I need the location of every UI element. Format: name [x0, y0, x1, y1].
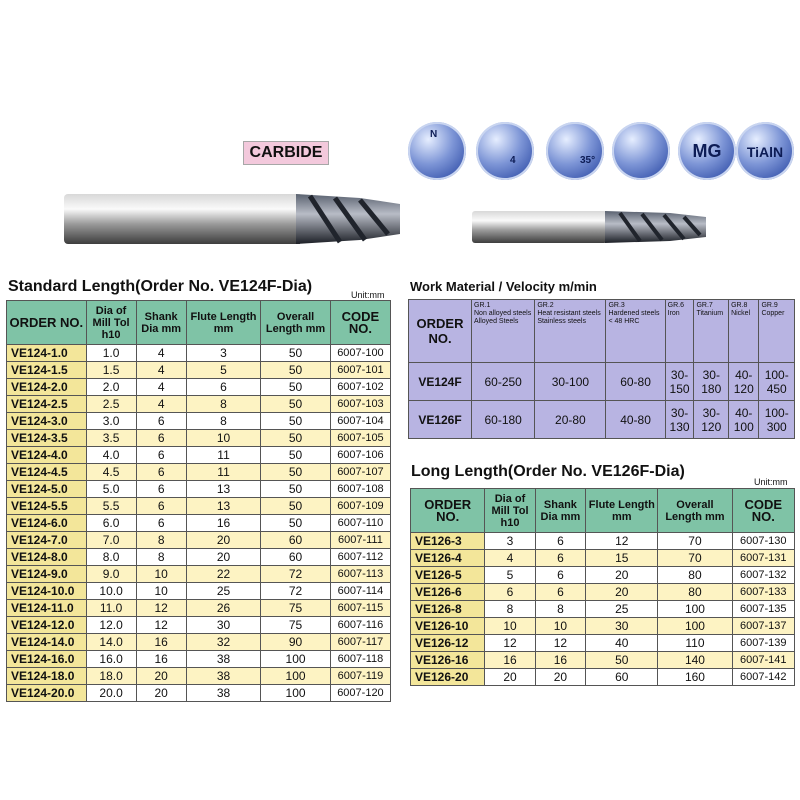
order-number-cell: VE124-4.0: [7, 447, 87, 464]
order-number-cell: VE124-3.5: [7, 430, 87, 447]
order-number-cell: VE124-1.0: [7, 345, 87, 362]
material-group-header: [535, 300, 606, 363]
table-cell: 20: [186, 532, 260, 549]
group-code: GR.9: [761, 302, 778, 309]
material-group-header: [665, 300, 694, 363]
order-number-cell: VE124-11.0: [7, 600, 87, 617]
table-cell: 20: [586, 567, 658, 584]
order-number-cell: VE124-12.0: [7, 617, 87, 634]
table-cell: 6: [136, 430, 186, 447]
table-cell: 6007-116: [330, 617, 390, 634]
table-cell: 10: [485, 618, 535, 635]
long-length-table: [410, 488, 795, 686]
group-description: Heat resistant steels Stainless steels: [537, 310, 601, 325]
table-row: [411, 635, 795, 652]
table-row: [7, 379, 391, 396]
table-cell: 7.0: [86, 532, 136, 549]
table-cell: 6007-105: [330, 430, 390, 447]
table-row: [7, 634, 391, 651]
table-cell: 6.0: [86, 515, 136, 532]
table-cell: 100: [261, 685, 331, 702]
table-cell: 38: [186, 668, 260, 685]
table-cell: 13: [186, 481, 260, 498]
material-group-header: [729, 300, 759, 363]
velocity-order-cell: VE124F: [409, 363, 472, 401]
feature-icons: [408, 122, 793, 182]
table-cell: 38: [186, 685, 260, 702]
table-cell: 6007-120: [330, 685, 390, 702]
tialn-icon: [736, 122, 794, 180]
icon-label: N: [430, 129, 438, 140]
table-cell: 50: [261, 515, 331, 532]
icon-label: 35°: [580, 155, 596, 166]
order-number-cell: VE126-12: [411, 635, 485, 652]
order-number-cell: VE124-3.0: [7, 413, 87, 430]
table-cell: 12.0: [86, 617, 136, 634]
four-flute-icon: [476, 122, 534, 180]
table-cell: 6: [136, 464, 186, 481]
table-cell: 12: [586, 533, 658, 550]
table-cell: 10: [186, 430, 260, 447]
group-code: GR.1: [474, 302, 491, 309]
order-number-cell: VE124-4.5: [7, 464, 87, 481]
table-cell: 60: [261, 532, 331, 549]
table-cell: 15: [586, 550, 658, 567]
table-cell: 11: [186, 464, 260, 481]
order-number-cell: VE124-7.0: [7, 532, 87, 549]
table-cell: 3.5: [86, 430, 136, 447]
group-description: Iron: [667, 310, 680, 317]
table-cell: 13: [186, 498, 260, 515]
table-row: [7, 498, 391, 515]
standard-unit-label: Unit:mm: [351, 290, 385, 300]
velocity-cell: 30-120: [694, 401, 729, 439]
table-cell: 6007-106: [330, 447, 390, 464]
table-cell: 6007-104: [330, 413, 390, 430]
standard-end-mill-image: [60, 188, 405, 250]
table-cell: 5.0: [86, 481, 136, 498]
table-cell: 22: [186, 566, 260, 583]
table-row: [7, 447, 391, 464]
column-header: ORDER NO.: [7, 301, 87, 345]
group-description: Hardened steels < 48 HRC: [608, 310, 660, 325]
velocity-order-header: ORDER NO.: [409, 300, 472, 363]
table-cell: 10: [535, 618, 586, 635]
table-cell: 6: [186, 379, 260, 396]
table-cell: 6: [535, 567, 586, 584]
order-number-cell: VE124-20.0: [7, 685, 87, 702]
order-number-cell: VE124-6.0: [7, 515, 87, 532]
table-cell: 4: [136, 396, 186, 413]
table-cell: 9.0: [86, 566, 136, 583]
table-cell: 6: [136, 515, 186, 532]
group-code: GR.8: [731, 302, 748, 309]
group-code: GR.7: [696, 302, 713, 309]
table-row: [411, 618, 795, 635]
table-cell: 80: [658, 584, 732, 601]
velocity-table: [408, 299, 795, 439]
group-description: Titanium: [696, 310, 724, 317]
table-cell: 70: [658, 533, 732, 550]
table-row: [7, 583, 391, 600]
table-row: [7, 464, 391, 481]
table-cell: 20: [586, 584, 658, 601]
order-number-cell: VE126-5: [411, 567, 485, 584]
column-header: Dia of Mill Tol h10: [86, 301, 136, 345]
table-cell: 4: [136, 379, 186, 396]
table-cell: 16: [186, 515, 260, 532]
velocity-cell: 30-130: [665, 401, 694, 439]
table-cell: 6007-137: [732, 618, 794, 635]
order-number-cell: VE124-9.0: [7, 566, 87, 583]
order-number-cell: VE124-2.5: [7, 396, 87, 413]
table-row: [7, 532, 391, 549]
table-cell: 8: [186, 396, 260, 413]
table-row: [411, 584, 795, 601]
table-row: [7, 481, 391, 498]
velocity-cell: 60-250: [472, 363, 535, 401]
table-cell: 1.0: [86, 345, 136, 362]
group-code: GR.3: [608, 302, 625, 309]
table-cell: 20: [136, 685, 186, 702]
table-cell: 16: [136, 651, 186, 668]
table-row: [411, 533, 795, 550]
order-number-cell: VE124-14.0: [7, 634, 87, 651]
material-group-header: [694, 300, 729, 363]
table-cell: 4: [136, 345, 186, 362]
table-cell: 10: [136, 583, 186, 600]
table-row: [411, 567, 795, 584]
column-header: CODE NO.: [330, 301, 390, 345]
table-row: [411, 669, 795, 686]
table-row: [411, 652, 795, 669]
table-cell: 6007-130: [732, 533, 794, 550]
table-cell: 16: [535, 652, 586, 669]
velocity-cell: 40-100: [729, 401, 759, 439]
helix-35-icon: [546, 122, 604, 180]
standard-length-title: Standard Length(Order No. VE124F-Dia): [8, 278, 313, 295]
velocity-title: Work Material / Velocity m/min: [410, 279, 597, 294]
table-cell: 12: [535, 635, 586, 652]
order-number-cell: VE126-6: [411, 584, 485, 601]
table-cell: 2.0: [86, 379, 136, 396]
table-cell: 50: [261, 481, 331, 498]
table-cell: 25: [586, 601, 658, 618]
table-cell: 12: [136, 617, 186, 634]
velocity-cell: 40-80: [606, 401, 665, 439]
table-cell: 20: [485, 669, 535, 686]
group-description: Nickel: [731, 310, 751, 317]
table-cell: 50: [261, 379, 331, 396]
long-length-title: Long Length(Order No. VE126F-Dia): [411, 463, 685, 480]
table-cell: 18.0: [86, 668, 136, 685]
table-cell: 14.0: [86, 634, 136, 651]
table-cell: 26: [186, 600, 260, 617]
column-header: Overall Length mm: [658, 489, 732, 533]
table-row: [7, 345, 391, 362]
table-cell: 160: [658, 669, 732, 686]
velocity-cell: 20-80: [535, 401, 606, 439]
carbide-badge: CARBIDE: [243, 141, 329, 165]
table-cell: 50: [586, 652, 658, 669]
table-cell: 38: [186, 651, 260, 668]
table-cell: 6: [136, 413, 186, 430]
material-group-header: [472, 300, 535, 363]
table-cell: 72: [261, 583, 331, 600]
table-cell: 16.0: [86, 651, 136, 668]
table-cell: 100: [658, 601, 732, 618]
table-cell: 6007-102: [330, 379, 390, 396]
long-end-mill-image: [470, 207, 710, 247]
table-cell: 50: [261, 396, 331, 413]
table-cell: 6: [535, 584, 586, 601]
table-cell: 12: [136, 600, 186, 617]
table-cell: 90: [261, 634, 331, 651]
mg-icon: [678, 122, 736, 180]
table-cell: 11.0: [86, 600, 136, 617]
table-cell: 50: [261, 345, 331, 362]
order-number-cell: VE126-20: [411, 669, 485, 686]
table-cell: 6007-133: [732, 584, 794, 601]
table-cell: 10: [136, 566, 186, 583]
table-row: [7, 651, 391, 668]
table-row: [411, 550, 795, 567]
table-cell: 6: [485, 584, 535, 601]
table-row: [7, 396, 391, 413]
table-cell: 6007-114: [330, 583, 390, 600]
velocity-order-cell: VE126F: [409, 401, 472, 439]
table-cell: 100: [261, 651, 331, 668]
table-cell: 6007-142: [732, 669, 794, 686]
table-row: [7, 600, 391, 617]
table-cell: 3: [186, 345, 260, 362]
table-cell: 2.5: [86, 396, 136, 413]
table-cell: 30: [586, 618, 658, 635]
group-code: GR.2: [537, 302, 554, 309]
table-cell: 50: [261, 447, 331, 464]
table-row: [7, 566, 391, 583]
table-cell: 50: [261, 498, 331, 515]
column-header: CODE NO.: [732, 489, 794, 533]
order-number-cell: VE124-1.5: [7, 362, 87, 379]
standard-length-table: [6, 300, 391, 702]
table-cell: 4.5: [86, 464, 136, 481]
table-cell: 6007-113: [330, 566, 390, 583]
order-number-cell: VE124-2.0: [7, 379, 87, 396]
table-cell: 100: [658, 618, 732, 635]
order-number-cell: VE124-18.0: [7, 668, 87, 685]
velocity-row: [409, 363, 795, 401]
table-cell: 6007-107: [330, 464, 390, 481]
table-cell: 110: [658, 635, 732, 652]
table-cell: 6007-141: [732, 652, 794, 669]
table-cell: 5.5: [86, 498, 136, 515]
table-cell: 6007-101: [330, 362, 390, 379]
table-cell: 100: [261, 668, 331, 685]
table-cell: 6007-111: [330, 532, 390, 549]
velocity-cell: 30-100: [535, 363, 606, 401]
table-cell: 6: [136, 498, 186, 515]
table-cell: 60: [261, 549, 331, 566]
table-cell: 50: [261, 430, 331, 447]
order-number-cell: VE124-5.0: [7, 481, 87, 498]
table-cell: 5: [485, 567, 535, 584]
table-cell: 6007-103: [330, 396, 390, 413]
column-header: Shank Dia mm: [136, 301, 186, 345]
table-row: [7, 617, 391, 634]
table-cell: 70: [658, 550, 732, 567]
table-cell: 75: [261, 617, 331, 634]
table-cell: 20: [535, 669, 586, 686]
material-group-header: [606, 300, 665, 363]
table-cell: 6007-117: [330, 634, 390, 651]
table-cell: 16: [485, 652, 535, 669]
order-number-cell: VE126-4: [411, 550, 485, 567]
table-cell: 8.0: [86, 549, 136, 566]
group-description: Copper: [761, 310, 785, 317]
order-number-cell: VE124-5.5: [7, 498, 87, 515]
table-cell: 8: [186, 413, 260, 430]
table-cell: 6007-135: [732, 601, 794, 618]
table-cell: 8: [535, 601, 586, 618]
column-header: Flute Length mm: [586, 489, 658, 533]
table-row: [7, 515, 391, 532]
table-cell: 10.0: [86, 583, 136, 600]
table-cell: 6007-115: [330, 600, 390, 617]
table-cell: 16: [136, 634, 186, 651]
table-cell: 20: [186, 549, 260, 566]
table-cell: 4: [136, 362, 186, 379]
table-cell: 6007-139: [732, 635, 794, 652]
velocity-cell: 30-180: [694, 363, 729, 401]
table-row: [7, 430, 391, 447]
velocity-cell: 100-450: [759, 363, 795, 401]
table-cell: 4.0: [86, 447, 136, 464]
column-header: Overall Length mm: [261, 301, 331, 345]
table-cell: 50: [261, 413, 331, 430]
end-cut-icon: [612, 122, 670, 180]
order-number-cell: VE126-8: [411, 601, 485, 618]
group-description: Non alloyed steels Alloyed Steels: [474, 310, 532, 325]
table-row: [7, 549, 391, 566]
velocity-cell: 60-80: [606, 363, 665, 401]
order-number-cell: VE124-16.0: [7, 651, 87, 668]
long-unit-label: Unit:mm: [754, 477, 788, 487]
table-cell: 80: [658, 567, 732, 584]
table-cell: 12: [485, 635, 535, 652]
order-number-cell: VE126-3: [411, 533, 485, 550]
table-cell: 6007-119: [330, 668, 390, 685]
column-header: Flute Length mm: [186, 301, 260, 345]
icon-label: TiAlN: [746, 144, 784, 160]
table-cell: 6007-110: [330, 515, 390, 532]
table-cell: 6007-112: [330, 549, 390, 566]
wavy-flute-icon: [408, 122, 466, 180]
table-row: [7, 362, 391, 379]
table-cell: 6: [136, 447, 186, 464]
order-number-cell: VE124-10.0: [7, 583, 87, 600]
table-cell: 8: [136, 549, 186, 566]
table-cell: 50: [261, 362, 331, 379]
order-number-cell: VE126-10: [411, 618, 485, 635]
column-header: Shank Dia mm: [535, 489, 586, 533]
table-cell: 6: [136, 481, 186, 498]
table-cell: 3: [485, 533, 535, 550]
group-code: GR.6: [667, 302, 684, 309]
velocity-row: [409, 401, 795, 439]
table-cell: 72: [261, 566, 331, 583]
table-cell: 6: [535, 533, 586, 550]
table-cell: 32: [186, 634, 260, 651]
table-row: [7, 413, 391, 430]
table-cell: 4: [485, 550, 535, 567]
icon-label: MG: [692, 141, 722, 161]
table-cell: 20.0: [86, 685, 136, 702]
table-cell: 6007-118: [330, 651, 390, 668]
table-cell: 140: [658, 652, 732, 669]
velocity-cell: 60-180: [472, 401, 535, 439]
table-cell: 30: [186, 617, 260, 634]
table-row: [7, 685, 391, 702]
table-cell: 6: [535, 550, 586, 567]
table-cell: 8: [485, 601, 535, 618]
table-cell: 60: [586, 669, 658, 686]
table-cell: 6007-100: [330, 345, 390, 362]
table-row: [411, 601, 795, 618]
order-number-cell: VE126-16: [411, 652, 485, 669]
material-group-header: [759, 300, 795, 363]
velocity-cell: 30-150: [665, 363, 694, 401]
table-cell: 6007-131: [732, 550, 794, 567]
velocity-cell: 100-300: [759, 401, 795, 439]
table-cell: 6007-109: [330, 498, 390, 515]
table-cell: 6007-108: [330, 481, 390, 498]
table-cell: 3.0: [86, 413, 136, 430]
column-header: Dia of Mill Tol h10: [485, 489, 535, 533]
table-cell: 5: [186, 362, 260, 379]
table-cell: 50: [261, 464, 331, 481]
icon-label: 4: [510, 155, 516, 166]
table-cell: 6007-132: [732, 567, 794, 584]
table-cell: 11: [186, 447, 260, 464]
table-cell: 20: [136, 668, 186, 685]
table-row: [7, 668, 391, 685]
table-cell: 1.5: [86, 362, 136, 379]
velocity-cell: 40-120: [729, 363, 759, 401]
table-cell: 40: [586, 635, 658, 652]
table-cell: 75: [261, 600, 331, 617]
table-cell: 25: [186, 583, 260, 600]
table-cell: 8: [136, 532, 186, 549]
order-number-cell: VE124-8.0: [7, 549, 87, 566]
column-header: ORDER NO.: [411, 489, 485, 533]
